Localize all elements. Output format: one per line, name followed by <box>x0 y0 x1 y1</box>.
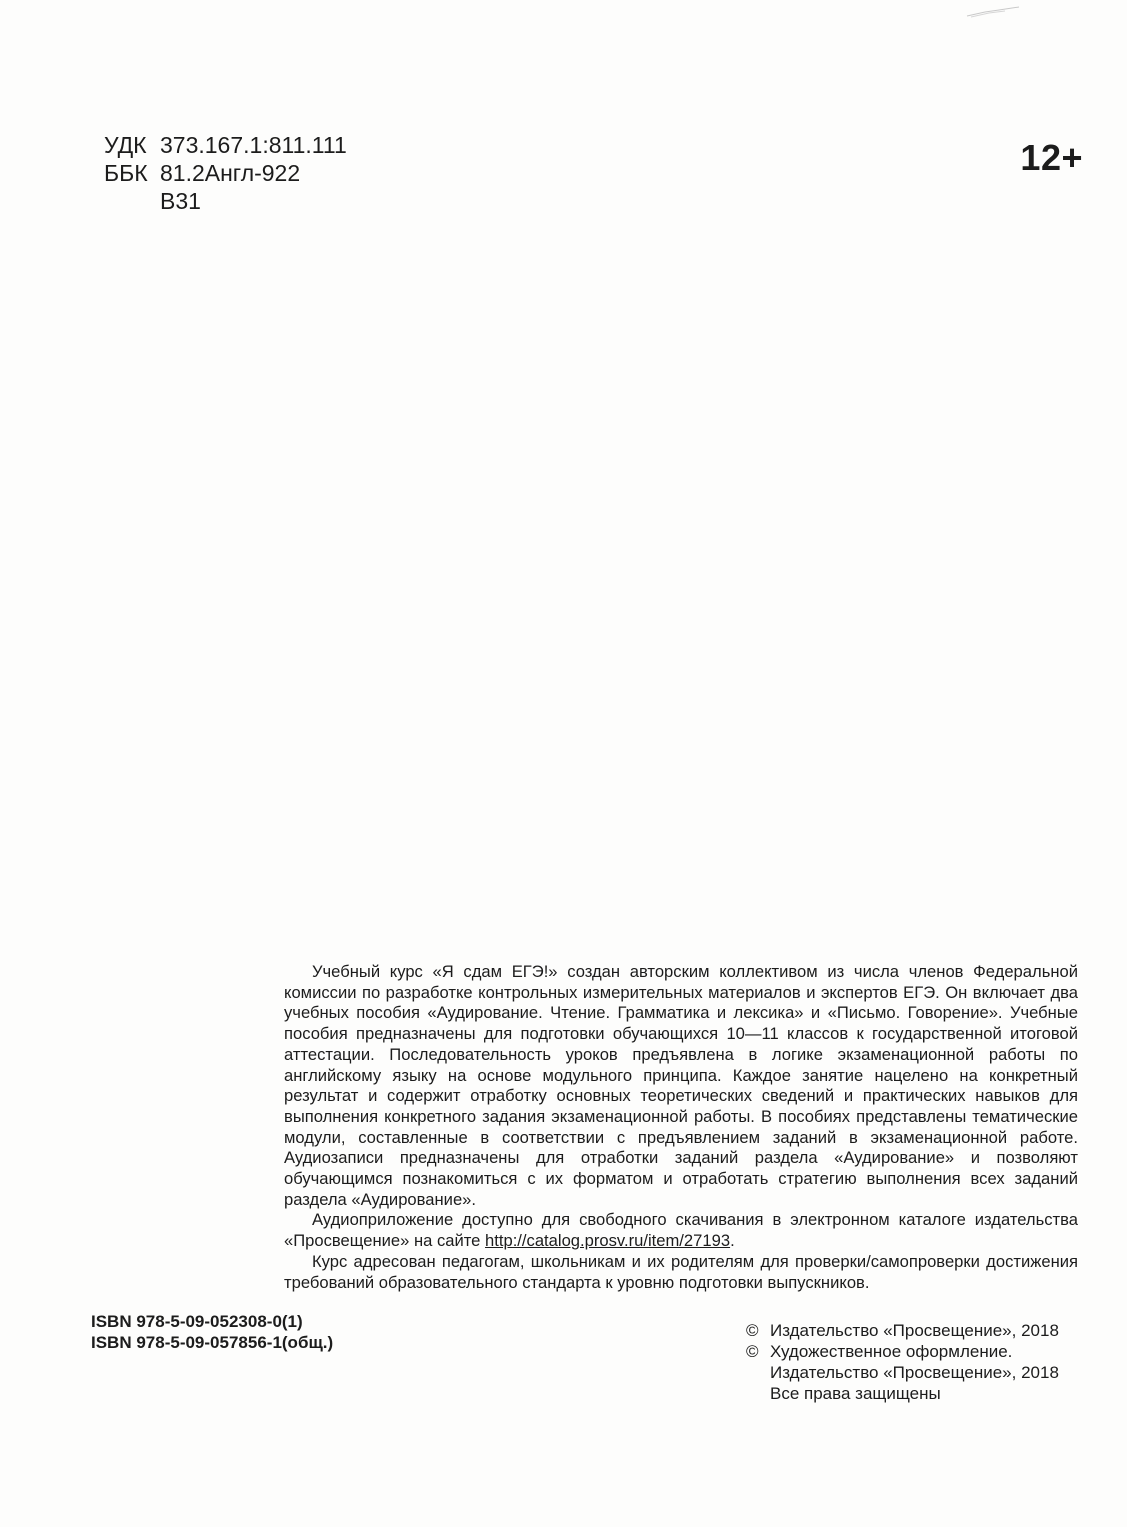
book-annotation <box>284 962 1078 1293</box>
udk-label: УДК <box>104 132 147 158</box>
bbk-row <box>104 159 347 187</box>
copyright-symbol-2: © <box>746 1342 759 1361</box>
author-mark: В31 <box>160 188 201 214</box>
bbk-label: ББК <box>104 160 148 186</box>
copyright-symbol: © <box>746 1321 759 1340</box>
annotation-p2-end: . <box>730 1231 735 1251</box>
udk-row <box>104 131 347 159</box>
isbn-line-1: ISBN 978-5-09-052308-0(1) <box>91 1312 303 1331</box>
classification-codes <box>104 131 347 215</box>
udk-value: 373.167.1:811.111 <box>160 132 347 158</box>
annotation-paragraph-3: Курс адресован педагогам, школьникам и их родителям для проверки/самопроверки достижения требований образовательного стандарта к уровню подготовки выпускников. <box>284 1251 1078 1292</box>
age-rating-badge: 12+ <box>1020 137 1083 178</box>
copyright-line-1 <box>746 1320 1059 1341</box>
annotation-p2-text: Аудиоприложение доступно для свободного скачивания в электронном каталоге издательства «Просвещение» на сайте <box>284 1210 1078 1251</box>
catalog-link[interactable]: http://catalog.prosv.ru/item/27193 <box>485 1231 731 1251</box>
bbk-value: 81.2Англ-922 <box>160 160 301 186</box>
isbn-block <box>91 1311 333 1353</box>
copyright-line-3: Издательство «Просвещение», 2018 <box>770 1363 1059 1382</box>
isbn-line-2: ISBN 978-5-09-057856-1(общ.) <box>91 1333 334 1352</box>
copyright-line-2 <box>746 1341 1059 1362</box>
copyright-text-1: Издательство «Просвещение», 2018 <box>770 1321 1059 1340</box>
annotation-paragraph-1: Учебный курс «Я сдам ЕГЭ!» создан авторским коллективом из числа членов Федеральной комиссии по разработке контрольных измерительных материалов и экспертов ЕГЭ. Он включает два учебных пособия «Аудирование. Чтение. Грамматика и лексика» и «Письмо. Говорение». Учебные пособия предназначены для подготовки обучающихся 10—11 классов к государственной итоговой аттестации. Последовательность уроков предъявлена в логике экзаменационной работы по английскому языку на основе модульного принципа. Каждое занятие нацелено на конкретный результат и содержит отработку основных теоретических сведений и практических навыков для выполнения конкретного задания экзаменационной работы. В пособиях представлены тематические модули, составленные в соответствии с предъявлением заданий в экзаменационной работе. Аудиозаписи предназначены для отработки заданий раздела «Аудирование» и позволяют обучающимся познакомиться с их форматом и отработать стратегию выполнения всех заданий раздела «Аудирование». <box>284 962 1078 1209</box>
copyright-text-2: Художественное оформление. <box>770 1342 1013 1361</box>
scan-artifact <box>965 6 1021 18</box>
annotation-paragraph-2 <box>284 1210 1078 1251</box>
copyright-line-4: Все права защищены <box>770 1384 941 1403</box>
copyright-block <box>746 1320 1059 1404</box>
